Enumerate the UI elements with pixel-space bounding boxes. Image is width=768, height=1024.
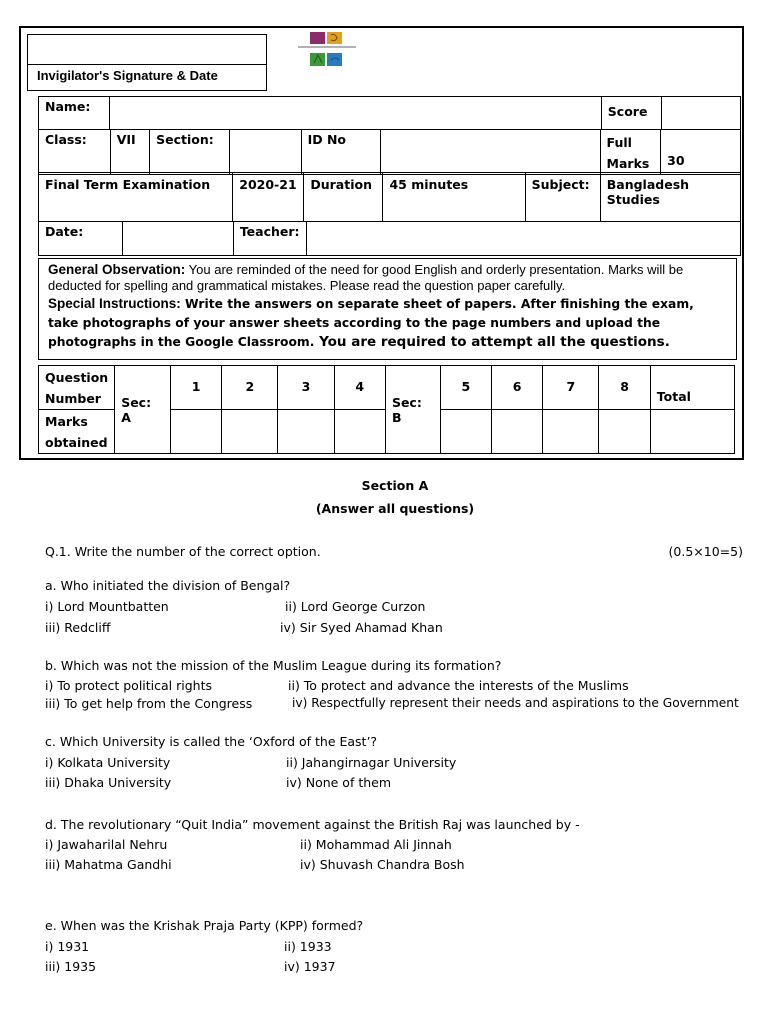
question-e: e. When was the Krishak Praja Party (KPP) formed? (45, 918, 364, 933)
option-b-2: ii) To protect and advance the interests of the Muslims (288, 678, 629, 693)
date-field[interactable] (122, 222, 233, 256)
option-e-3: iii) 1935 (45, 959, 97, 974)
marks-q8[interactable] (599, 410, 650, 454)
question-2-header: 2 (222, 366, 278, 410)
subject-label: Subject: (525, 173, 600, 222)
score-field[interactable] (661, 97, 740, 130)
full-marks-value: 30 (661, 130, 741, 175)
id-field[interactable] (381, 130, 600, 175)
option-e-2: ii) 1933 (284, 939, 332, 954)
marks-q3[interactable] (278, 410, 334, 454)
question-prompt: Q.1. Write the number of the correct option. (45, 544, 321, 559)
question-a: a. Who initiated the division of Bengal? (45, 578, 291, 593)
teacher-field[interactable] (306, 222, 740, 256)
name-label: Name: (39, 97, 110, 130)
score-label: Score (601, 97, 661, 130)
name-field[interactable] (110, 97, 602, 130)
option-c-3: iii) Dhaka University (45, 775, 172, 790)
question-marks: (0.5×10=5) (668, 544, 743, 559)
marks-q2[interactable] (222, 410, 278, 454)
option-b-4: iv) Respectfully represent their needs and aspirations to the Government (292, 696, 739, 710)
question-number-label: Question Number (39, 366, 115, 410)
duration-label: Duration (304, 173, 383, 222)
option-c-2: ii) Jahangirnagar University (286, 755, 457, 770)
marks-total[interactable] (650, 410, 734, 454)
option-c-1: i) Kolkata University (45, 755, 171, 770)
instructions-box (38, 258, 737, 360)
section-title: Section A (361, 478, 429, 493)
option-a-1: i) Lord Mountbatten (45, 599, 169, 614)
option-a-2: ii) Lord George Curzon (285, 599, 426, 614)
marks-q5[interactable] (440, 410, 491, 454)
date-teacher-row (38, 221, 741, 256)
option-d-3: iii) Mahatma Gandhi (45, 857, 172, 872)
section-field[interactable] (229, 130, 301, 175)
section-a-label: Sec: A (115, 366, 171, 454)
duration-value: 45 minutes (383, 173, 525, 222)
id-label: ID No (301, 130, 381, 175)
section-subtitle: (Answer all questions) (315, 501, 475, 516)
question-8-header: 8 (599, 366, 650, 410)
school-logo (296, 32, 358, 70)
section-b-label: Sec: B (385, 366, 440, 454)
student-info-row-2 (38, 129, 741, 175)
signature-divider (27, 64, 267, 65)
marks-q6[interactable] (491, 410, 542, 454)
question-7-header: 7 (543, 366, 599, 410)
invigilator-label: Invigilator's Signature & Date (37, 68, 218, 83)
question-b: b. Which was not the mission of the Muslim League during its formation? (45, 658, 502, 673)
question-5-header: 5 (440, 366, 491, 410)
full-marks-label: Full Marks (600, 130, 661, 175)
option-a-3: iii) Redcliff (45, 620, 111, 635)
option-b-1: i) To protect political rights (45, 678, 213, 693)
section-label: Section: (150, 130, 230, 175)
subject-value: Bangladesh Studies (600, 173, 740, 222)
question-c: c. Which University is called the ‘Oxford of the East’? (45, 734, 378, 749)
option-c-4: iv) None of them (286, 775, 392, 790)
question-4-header: 4 (334, 366, 385, 410)
teacher-label: Teacher: (233, 222, 306, 256)
marks-q4[interactable] (334, 410, 385, 454)
class-label: Class: (39, 130, 111, 175)
student-info-row-1 (38, 96, 741, 130)
total-label: Total (650, 366, 734, 410)
option-e-1: i) 1931 (45, 939, 90, 954)
option-a-4: iv) Sir Syed Ahamad Khan (280, 620, 443, 635)
option-d-2: ii) Mohammad Ali Jinnah (300, 837, 452, 852)
exam-year: 2020-21 (233, 173, 304, 222)
general-observation: General Observation: You are reminded of the need for good English and orderly presentation. Marks will be deducted for spelling and grammatical mistakes. Please read the question paper carefully. (48, 262, 684, 293)
marks-q7[interactable] (543, 410, 599, 454)
question-3-header: 3 (278, 366, 334, 410)
question-d: d. The revolutionary “Quit India” movement against the British Raj was launched by - (45, 817, 580, 832)
marks-q1[interactable] (170, 410, 221, 454)
option-e-4: iv) 1937 (284, 959, 336, 974)
question-1-header: 1 (170, 366, 221, 410)
option-b-3: iii) To get help from the Congress (45, 696, 253, 711)
exam-label: Final Term Examination (39, 173, 233, 222)
date-label: Date: (39, 222, 123, 256)
option-d-4: iv) Shuvash Chandra Bosh (300, 857, 465, 872)
option-d-1: i) Jawaharilal Nehru (45, 837, 168, 852)
class-value: VII (110, 130, 149, 175)
marks-obtained-label: Marks obtained (39, 410, 115, 454)
special-instructions: Special Instructions: Write the answers on separate sheet of papers. After finishing the exam, take photographs of your answer sheets according to the page numbers and upload the photographs in the Google Classroom. You are required to attempt all the questions. (48, 296, 694, 350)
question-6-header: 6 (491, 366, 542, 410)
exam-info-row (38, 172, 741, 222)
marks-table (38, 365, 735, 454)
